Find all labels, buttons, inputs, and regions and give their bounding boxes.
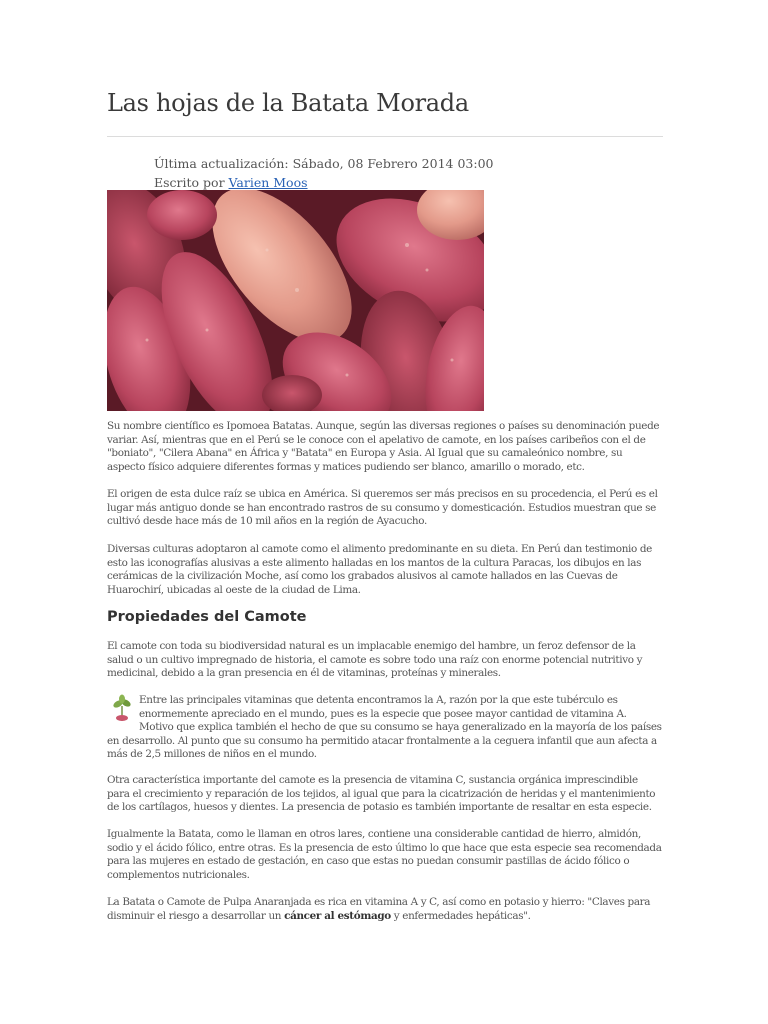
paragraph-8 <box>107 896 663 923</box>
last-updated: Última actualización: Sábado, 08 Febrero 2014 03:00 <box>154 156 494 171</box>
paragraph-1: Su nombre científico es Ipomoea Batatas. Aunque, según las diversas regiones o países su denominación puede variar. Así, mientras que en el Perú se le conoce con el apelativo de camote, en los países caribeños con el de "boniato", "Cilera Abana" en África y "Batata" en Europa y Asia. Al Igual que su camaleónico nombre, su aspecto físico adquiere diferentes formas y matices pudiendo ser blanco, amarillo o morado, etc. <box>107 420 660 473</box>
paragraph-6: Otra característica importante del camote es la presencia de vitamina C, sustancia orgánica imprescindible para el crecimiento y reparación de los tejidos, al igual que para la cicatrización de heridas y el mantenimiento de los cartílagos, huesos y dientes. La presencia de potasio es también importante de resaltar en esta especie. <box>107 774 656 813</box>
paragraph-5: Entre las principales vitaminas que detenta encontramos la A, razón por la que este tubérculo es enormemente apreciado en el mundo, pues es la especie que posee mayor cantidad de vitamina A. Motivo que explica también el hecho de que su consumo se haya generalizado en la mayoría de los países en desarrollo. Al punto que su consumo ha permitido atacar frontalmente a la ceguera infantil que aun afecta a más de 2,5 millones de niños en el mundo. <box>107 694 662 760</box>
paragraph-2: El origen de esta dulce raíz se ubica en América. Si queremos ser más precisos en su procedencia, el Perú es el lugar más antiguo donde se han encontrado rastros de su consumo y domesticación. Estudios muestran que se cultivó desde hace más de 10 mil años en la región de Ayacucho. <box>107 488 658 527</box>
article-title: Las hojas de la Batata Morada <box>107 89 469 117</box>
paragraph-8-bold: cáncer al estómago <box>284 909 391 922</box>
paragraph-5-container <box>107 694 663 762</box>
paragraph-4: El camote con toda su biodiversidad natural es un implacable enemigo del hambre, un feroz defensor de la salud o un cultivo impregnado de historia, el camote es sobre todo una raíz con enorme potencial nutritivo y medicinal, debido a la gran presencia en él de vitaminas, proteínas y minerales. <box>107 640 643 679</box>
author-line <box>154 175 308 190</box>
author-prefix: Escrito por <box>154 175 225 190</box>
plant-icon <box>111 694 133 722</box>
paragraph-7: Igualmente la Batata, como le llaman en otros lares, contiene una considerable cantidad de hierro, almidón, sodio y el ácido fólico, entre otras. Es la presencia de esto último lo que hace que esta especie sea recomendada para las mujeres en estado de gestación, en caso que estas no puedan consumir pastillas de ácido fólico o complementos nutricionales. <box>107 828 662 881</box>
paragraph-3: Diversas culturas adoptaron al camote como el alimento predominante en su dieta. En Perú dan testimonio de esto las iconografías alusivas a este alimento halladas en los mantos de la cultura Paracas, los dibujos en las cerámicas de la civilización Moche, así como los grabados alusivos al camote hallados en las Cuevas de Huarochirí, ubicadas al oeste de la ciudad de Lima. <box>107 543 652 596</box>
title-divider <box>107 136 663 137</box>
sweet-potatoes-photo <box>107 190 484 411</box>
paragraph-8-start: La Batata o Camote de Pulpa Anaranjada es rica en vitamina A y C, así como en potasio y hierro: "Claves para disminuir el riesgo a desarrollar un <box>107 896 651 922</box>
author-link[interactable]: Varien Moos <box>228 175 308 190</box>
paragraph-8-end: y enfermedades hepáticas". <box>390 909 531 922</box>
section-heading: Propiedades del Camote <box>107 609 307 625</box>
